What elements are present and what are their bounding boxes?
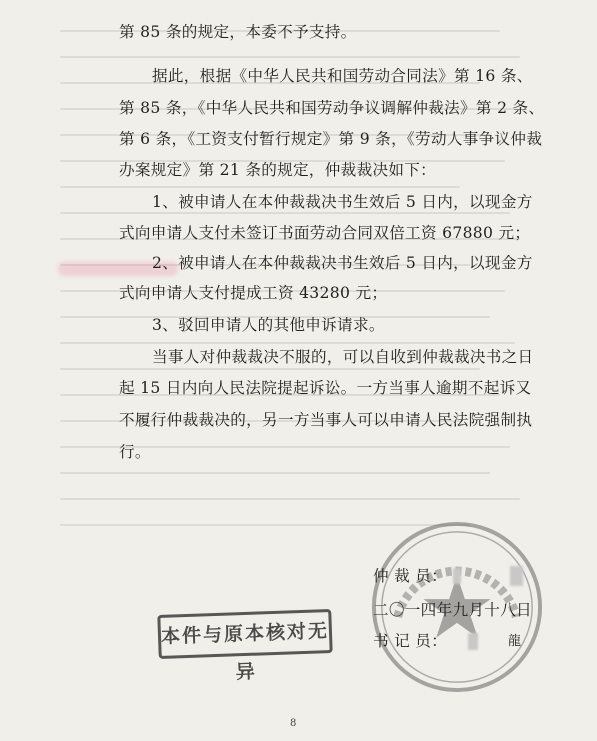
text-line: 起 15 日内向人民法院提起诉讼。一方当事人逾期不起诉又 [119, 379, 532, 397]
text-line: 据此，根据《中华人民共和国劳动合同法》第 16 条、 [152, 67, 533, 85]
text-line: 3、驳回申请人的其他申诉请求。 [152, 316, 385, 334]
text-line: 当事人对仲裁裁决不服的，可以自收到仲裁裁决书之日 [152, 348, 534, 366]
clerk-name-partial: 龍 [508, 634, 522, 649]
text-line: 第 85 条，《中华人民共和国劳动争议调解仲裁法》第 2 条、 [119, 99, 545, 117]
redacted-name [468, 633, 478, 650]
page-number: 8 [290, 718, 297, 729]
redacted-name [510, 566, 523, 586]
verification-stamp: 本件与原本核对无异 [157, 609, 332, 659]
text-line: 式向申请人支付提成工资 43280 元； [119, 284, 388, 302]
decision-date: 二〇一四年九月十八日 [373, 601, 532, 619]
text-line: 式向申请人支付未签订书面劳动合同双倍工资 67880 元； [119, 224, 531, 242]
clerk-label: 书 记 员： [373, 632, 448, 650]
text-line: 1、被申请人在本仲裁裁决书生效后 5 日内，以现金方 [152, 193, 533, 211]
redacted-name [453, 568, 461, 584]
text-line: 第 6 条，《工资支付暂行规定》第 9 条，《劳动人事争议仲裁 [119, 130, 543, 148]
text-line: 不履行仲裁裁决的，另一方当事人可以申请人民法院强制执 [119, 411, 533, 429]
text-line: 行。 [119, 443, 151, 461]
text-line: 第 85 条的规定，本委不予支持。 [119, 23, 357, 41]
text-line: 2、被申请人在本仲裁裁决书生效后 5 日内，以现金方 [152, 254, 533, 272]
arbitrator-label: 仲 裁 员： [373, 567, 448, 585]
text-line: 办案规定》第 21 条的规定，仲裁裁决如下： [119, 161, 437, 179]
